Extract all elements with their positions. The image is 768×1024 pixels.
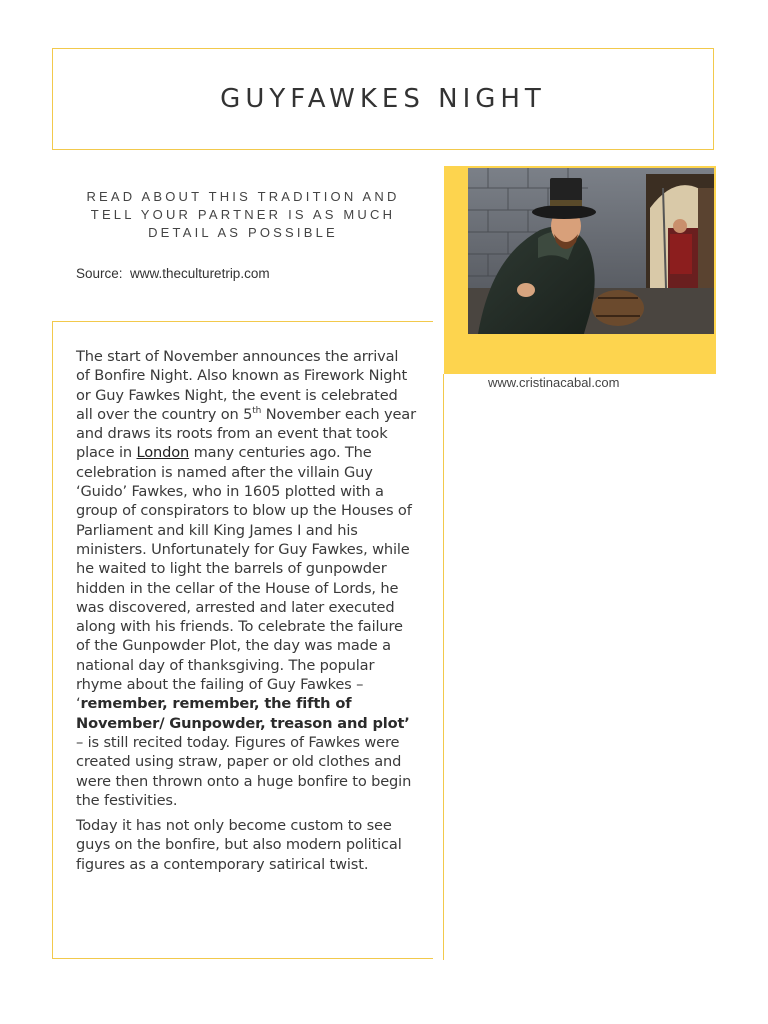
paragraph-1-part-d: – is still recited today. Figures of Fawkes were created using straw, paper or old clothes and were then thrown onto a huge bonfire to begin the festivities. (76, 733, 412, 809)
divider (443, 374, 444, 960)
instructions-text: READ ABOUT THIS TRADITION AND TELL YOUR PARTNER IS AS MUCH DETAIL AS POSSIBLE (86, 189, 400, 240)
paragraph-2: Today it has not only become custom to see guys on the bonfire, but also modern political figures as a contemporary satirical twist. (76, 817, 402, 873)
paragraph-1 (76, 347, 416, 810)
image-panel (444, 166, 716, 374)
guy-fawkes-illustration-icon (468, 168, 714, 334)
paragraph-1-part-a: The start of November announces the arrival of Bonfire Night. Also known as Firework Night or Guy Fawkes Night, the event is celebrated all over the country on 5 (76, 348, 408, 423)
title-box (52, 48, 714, 150)
rhyme-text: remember, remember, the fifth of November/ Gunpowder, treason and plot’ (76, 695, 410, 732)
article-body (76, 347, 416, 880)
paragraph-1-part-c: many centuries ago. The celebration is named after the villain Guy ‘Guido’ Fawkes, who in 1605 plotted with a group of conspirators to blow up the Houses of Parliament and kill King James I and his ministers. Unfortunately for Guy Fawkes, while he waited to light the barrels of gunpowder hidden in the cellar of the House of Lords, he was discovered, arrested and later executed along with his friends. To celebrate the failure of the Gunpowder Plot, the day was made a national day of thanksgiving. The popular rhyme about the failing of Guy Fawkes – ‘ (76, 444, 412, 713)
source-line: Source: www.theculturetrip.com (76, 266, 270, 281)
page-title: GUYFAWKES NIGHT (220, 84, 546, 114)
image-credit: www.cristinacabal.com (488, 375, 620, 390)
paragraph-1-part-b: November each year and draws its roots from an event that took place in (76, 405, 416, 462)
ordinal-suffix: th (252, 406, 262, 417)
london-link[interactable]: London (136, 444, 190, 462)
